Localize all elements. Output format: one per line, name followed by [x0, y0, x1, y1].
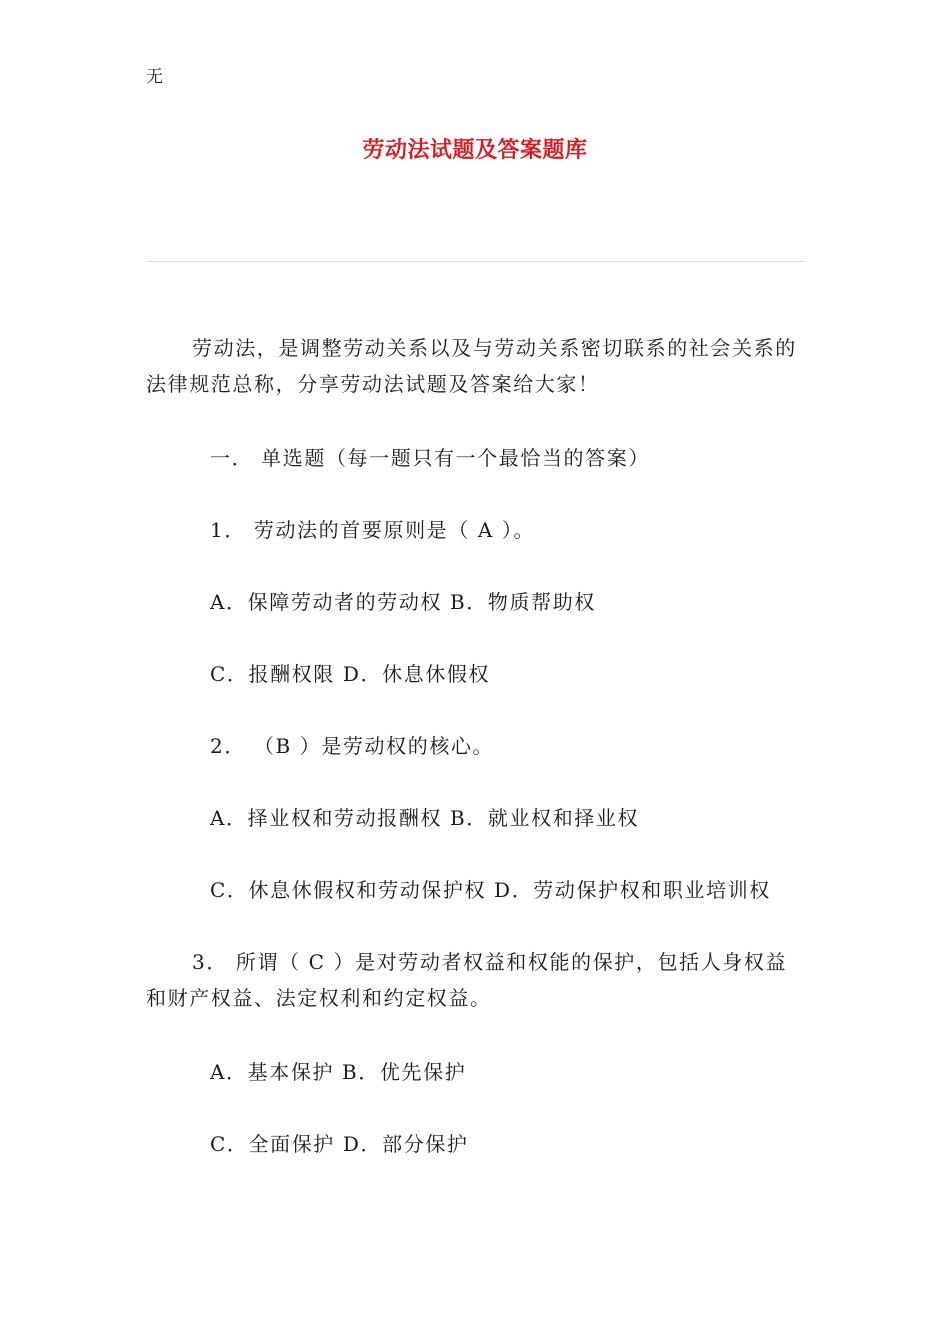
question-options: C．全面保护 D．部分保护 [210, 1132, 469, 1156]
question-stem: 1． 劳动法的首要原则是（ A ）。 [210, 518, 536, 542]
intro-paragraph: 劳动法，是调整劳动关系以及与劳动关系密切联系的社会关系的法律规范总称，分享劳动法试题及答案给大家！ [146, 336, 797, 396]
question-options: C．休息休假权和劳动保护权 D．劳动保护权和职业培训权 [210, 878, 771, 902]
header-mark: 无 [146, 67, 163, 87]
question-stem: 3． 所谓（ C ）是对劳动者权益和权能的保护，包括人身权益和财产权益、法定权利和约定权益。 [146, 950, 788, 1010]
question-options: A．择业权和劳动报酬权 B．就业权和择业权 [210, 806, 640, 830]
document-title: 劳动法试题及答案题库 [362, 138, 588, 163]
title-divider [146, 261, 806, 262]
question-options: C．报酬权限 D．休息休假权 [210, 662, 491, 686]
question-options: A．保障劳动者的劳动权 B．物质帮助权 [210, 590, 596, 614]
section-heading: 一． 单选题（每一题只有一个最恰当的答案） [210, 446, 650, 470]
question-stem: 2． （B ）是劳动权的核心。 [210, 734, 495, 758]
question-options: A．基本保护 B．优先保护 [210, 1060, 467, 1084]
